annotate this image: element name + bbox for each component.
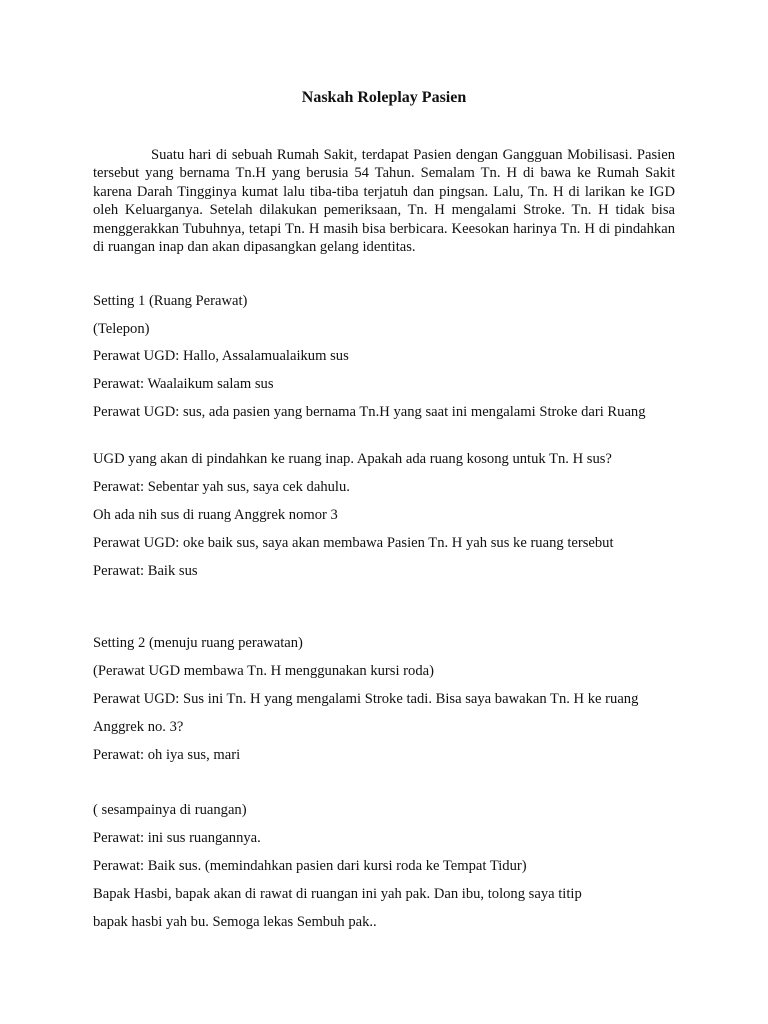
dialogue-line: Perawat: Waalaikum salam sus bbox=[93, 376, 274, 392]
document-title: Naskah Roleplay Pasien bbox=[301, 89, 467, 106]
dialogue-line: Perawat UGD: Hallo, Assalamualaikum sus bbox=[93, 348, 349, 364]
dialogue-line: Oh ada nih sus di ruang Anggrek nomor 3 bbox=[93, 507, 338, 523]
dialogue-line: Perawat: Baik sus bbox=[93, 563, 198, 579]
dialogue-line: Perawat UGD: Sus ini Tn. H yang mengalami Stroke tadi. Bisa saya bawakan Tn. H ke ruang bbox=[93, 691, 639, 707]
setting-heading: Setting 2 (menuju ruang perawatan) bbox=[93, 635, 303, 651]
dialogue-line: Bapak Hasbi, bapak akan di rawat di ruangan ini yah pak. Dan ibu, tolong saya titip bbox=[93, 886, 582, 902]
dialogue-line: Perawat UGD: sus, ada pasien yang bernama Tn.H yang saat ini mengalami Stroke dari Ruang bbox=[93, 404, 646, 420]
stage-direction: (Telepon) bbox=[93, 321, 150, 337]
dialogue-line: Perawat: Sebentar yah sus, saya cek dahulu. bbox=[93, 479, 350, 495]
dialogue-line: UGD yang akan di pindahkan ke ruang inap. Apakah ada ruang kosong untuk Tn. H sus? bbox=[93, 451, 612, 467]
stage-direction: ( sesampainya di ruangan) bbox=[93, 802, 247, 818]
dialogue-line: Perawat: Baik sus. (memindahkan pasien dari kursi roda ke Tempat Tidur) bbox=[93, 858, 527, 874]
intro-paragraph: Suatu hari di sebuah Rumah Sakit, terdapat Pasien dengan Gangguan Mobilisasi. Pasien tersebut yang bernama Tn.H yang berusia 54 Tahun. Semalam Tn. H di bawa ke Rumah Sakit karena Darah Tingginya kumat lalu tiba-tiba terjatuh dan pingsan. Lalu, Tn. H di larikan ke IGD oleh Keluarganya. Setelah dilakukan pemeriksaan, Tn. H mengalami Stroke. Tn. H tidak bisa menggerakkan Tubuhnya, tetapi Tn. H masih bisa berbicara. Keesokan harinya Tn. H di pindahkan di ruangan inap dan akan dipasangkan gelang identitas. bbox=[93, 147, 675, 256]
dialogue-line: bapak hasbi yah bu. Semoga lekas Sembuh pak.. bbox=[93, 914, 377, 930]
setting-heading: Setting 1 (Ruang Perawat) bbox=[93, 293, 248, 309]
dialogue-line: Perawat UGD: oke baik sus, saya akan membawa Pasien Tn. H yah sus ke ruang tersebut bbox=[93, 535, 614, 551]
dialogue-line: Perawat: oh iya sus, mari bbox=[93, 747, 241, 763]
dialogue-line: Anggrek no. 3? bbox=[93, 719, 184, 735]
stage-direction: (Perawat UGD membawa Tn. H menggunakan kursi roda) bbox=[93, 663, 434, 679]
dialogue-line: Perawat: ini sus ruangannya. bbox=[93, 830, 261, 846]
